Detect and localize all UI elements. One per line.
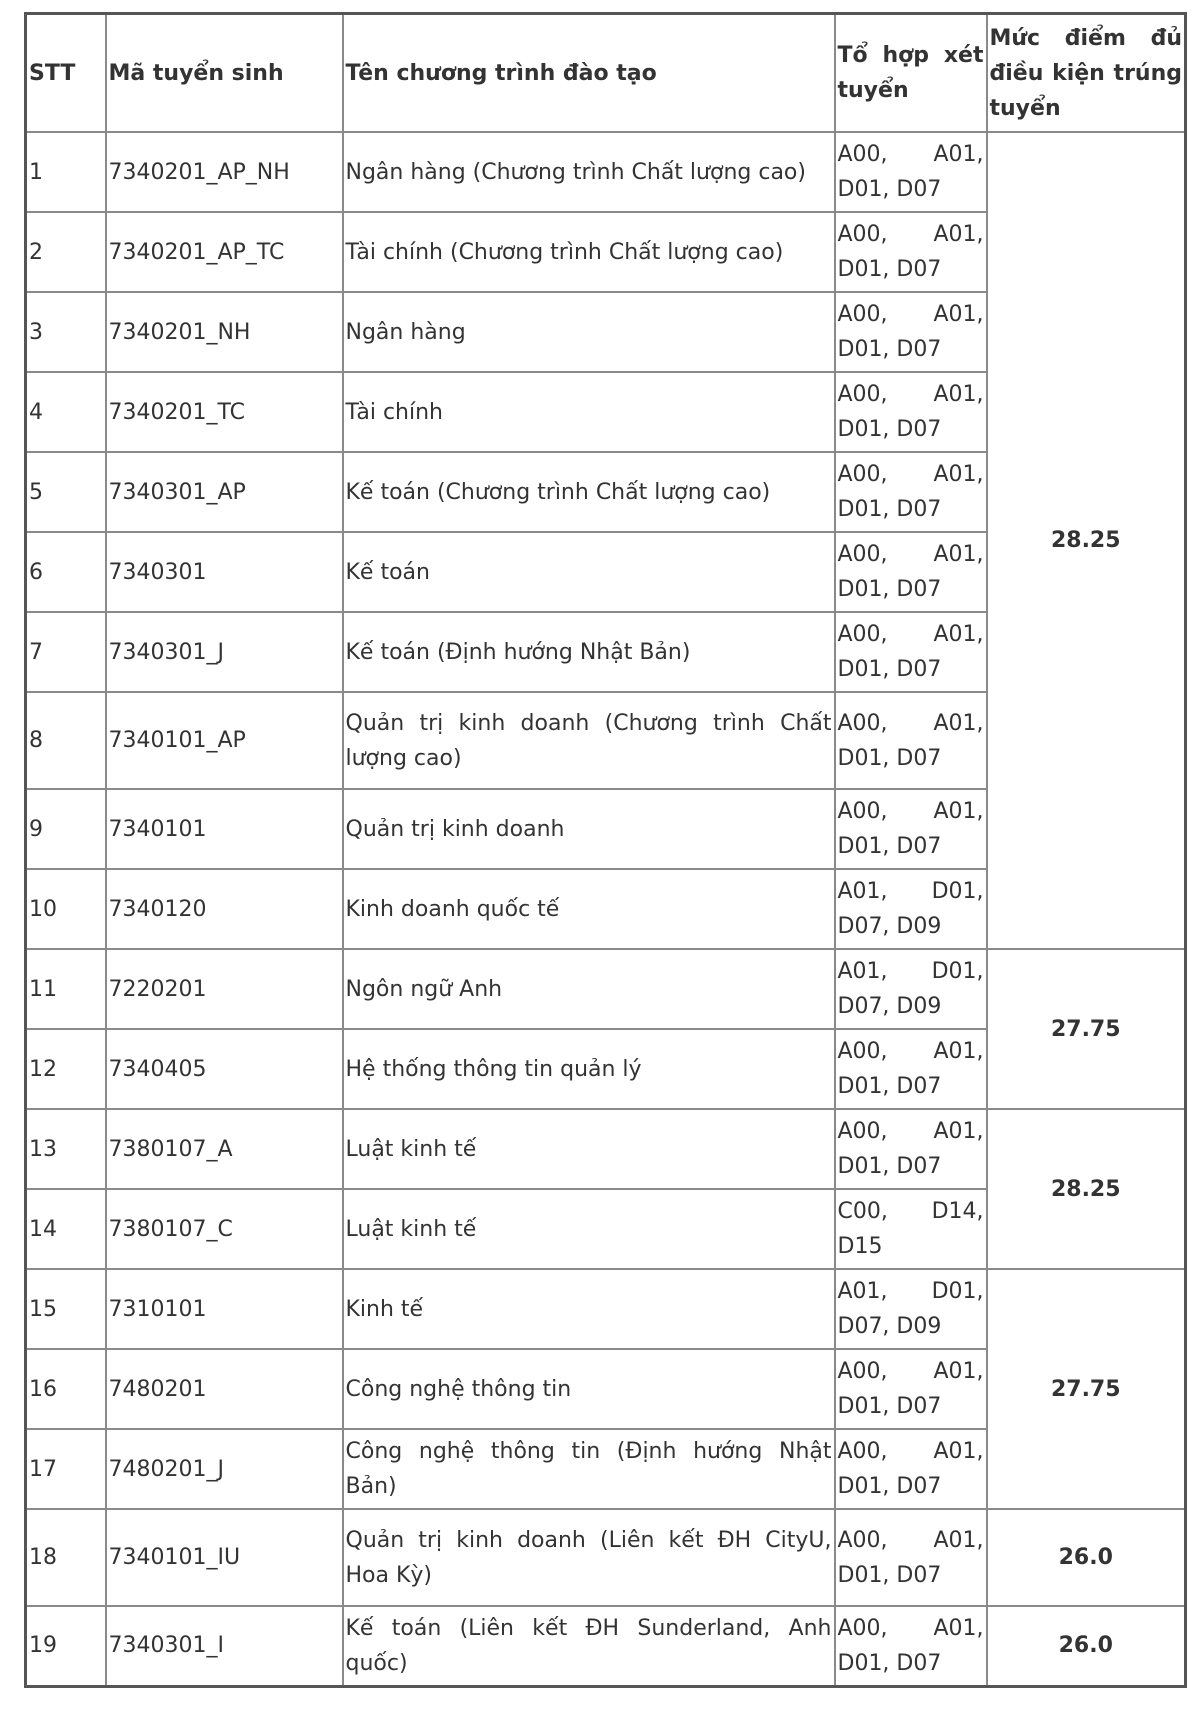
cell-qualifying-score: 27.75 [987, 949, 1186, 1109]
combination-line-2: D01, D07 [837, 497, 942, 522]
cell-subject-combination [835, 292, 987, 372]
combination-code: A01, [933, 1359, 984, 1384]
cell-subject-combination [835, 869, 987, 949]
cell-subject-combination [835, 212, 987, 292]
combination-line-1 [838, 706, 984, 741]
cell-stt: 12 [26, 1029, 106, 1109]
combination-code: A00, [837, 142, 888, 167]
cell-stt: 17 [26, 1429, 106, 1509]
table-row [26, 1606, 1186, 1686]
combination-code: A00, [837, 1527, 888, 1553]
combination-code: A00, [837, 302, 888, 327]
combination-line-1 [838, 1274, 984, 1309]
combination-code: A00, [837, 1439, 888, 1464]
cell-stt: 18 [26, 1509, 106, 1606]
table-row [26, 1269, 1186, 1349]
cell-program-name: Ngân hàng [343, 292, 835, 372]
combination-code: A00, [837, 1359, 888, 1384]
header-program-name: Tên chương trình đào tạo [343, 14, 835, 133]
cell-qualifying-score: 26.0 [987, 1509, 1186, 1606]
combination-line-1 [838, 297, 984, 332]
cell-subject-combination [835, 1189, 987, 1269]
cell-admission-code: 7480201_J [106, 1429, 343, 1509]
cell-subject-combination [835, 532, 987, 612]
cell-qualifying-score: 26.0 [987, 1606, 1186, 1686]
cell-subject-combination [835, 1429, 987, 1509]
cell-subject-combination [835, 949, 987, 1029]
combination-line-1 [838, 1611, 984, 1646]
combination-code: A01, [933, 710, 984, 736]
combination-code: A00, [837, 799, 888, 824]
cell-program-name: Tài chính [343, 372, 835, 452]
combination-line-1 [838, 1194, 984, 1229]
cell-program-name: Kinh doanh quốc tế [343, 869, 835, 949]
cell-stt: 6 [26, 532, 106, 612]
combination-code: A01, [933, 622, 984, 647]
combination-code: A01, [933, 382, 984, 407]
cell-admission-code: 7340120 [106, 869, 343, 949]
combination-line-2: D01, D07 [837, 1650, 942, 1676]
combination-code: A00, [837, 710, 888, 736]
combination-code: A00, [837, 542, 888, 567]
cell-admission-code: 7340301_I [106, 1606, 343, 1686]
cell-program-name: Quản trị kinh doanh [343, 789, 835, 869]
cell-admission-code: 7380107_C [106, 1189, 343, 1269]
combination-code: A00, [837, 1615, 888, 1641]
cell-stt: 4 [26, 372, 106, 452]
cell-admission-code: 7340301_J [106, 612, 343, 692]
cell-admission-code: 7480201 [106, 1349, 343, 1429]
header-qualifying-score: Mức điểm đủ điều kiện trúng tuyển [987, 14, 1186, 133]
cell-admission-code: 7340201_AP_TC [106, 212, 343, 292]
combination-line-1 [838, 794, 984, 829]
combination-line-2: D01, D07 [837, 337, 942, 362]
combination-code: A01, [933, 799, 984, 824]
cell-stt: 16 [26, 1349, 106, 1429]
combination-code: A01, [933, 302, 984, 327]
combination-line-2: D07, D09 [837, 914, 942, 939]
combination-line-2: D07, D09 [837, 1314, 942, 1339]
cell-stt: 3 [26, 292, 106, 372]
combination-line-2: D01, D07 [837, 1474, 942, 1499]
header-stt: STT [26, 14, 106, 133]
combination-line-1 [838, 1523, 984, 1558]
combination-line-1 [838, 137, 984, 172]
cell-program-name: Kế toán (Chương trình Chất lượng cao) [343, 452, 835, 532]
combination-code: A00, [837, 462, 888, 487]
combination-line-2: D01, D07 [837, 657, 942, 682]
combination-line-1 [838, 377, 984, 412]
cell-subject-combination [835, 1109, 987, 1189]
cell-qualifying-score: 28.25 [987, 132, 1186, 949]
cell-subject-combination [835, 132, 987, 212]
cell-admission-code: 7340301 [106, 532, 343, 612]
cell-program-name: Tài chính (Chương trình Chất lượng cao) [343, 212, 835, 292]
combination-code: D01, [931, 1279, 984, 1304]
combination-line-2: D01, D07 [837, 1154, 942, 1179]
cell-admission-code: 7340301_AP [106, 452, 343, 532]
table-row [26, 1509, 1186, 1606]
combination-line-1 [838, 874, 984, 909]
combination-line-2: D01, D07 [837, 834, 942, 859]
cell-program-name: Kinh tế [343, 1269, 835, 1349]
cell-subject-combination [835, 1349, 987, 1429]
admission-score-table [24, 12, 1187, 1688]
combination-line-2: D15 [837, 1234, 883, 1259]
combination-line-2: D01, D07 [837, 577, 942, 602]
cell-program-name: Kế toán (Liên kết ĐH Sunderland, Anh quốc) [343, 1606, 835, 1686]
cell-program-name: Công nghệ thông tin (Định hướng Nhật Bản) [343, 1429, 835, 1509]
header-subject-combination: Tổ hợp xét tuyển [835, 14, 987, 133]
cell-subject-combination [835, 1606, 987, 1686]
cell-program-name: Hệ thống thông tin quản lý [343, 1029, 835, 1109]
table-row [26, 949, 1186, 1029]
combination-code: A01, [837, 959, 888, 984]
combination-code: A01, [837, 1279, 888, 1304]
cell-subject-combination [835, 692, 987, 789]
combination-code: A00, [837, 222, 888, 247]
combination-line-1 [838, 1434, 984, 1469]
cell-admission-code: 7220201 [106, 949, 343, 1029]
cell-admission-code: 7340101 [106, 789, 343, 869]
cell-admission-code: 7340201_NH [106, 292, 343, 372]
cell-admission-code: 7340405 [106, 1029, 343, 1109]
combination-line-2: D01, D07 [837, 745, 942, 771]
combination-line-2: D01, D07 [837, 1394, 942, 1419]
cell-admission-code: 7340101_AP [106, 692, 343, 789]
combination-line-2: D01, D07 [837, 257, 942, 282]
cell-subject-combination [835, 612, 987, 692]
combination-code: A01, [933, 222, 984, 247]
combination-line-1 [838, 1114, 984, 1149]
combination-code: A01, [933, 542, 984, 567]
cell-admission-code: 7340201_TC [106, 372, 343, 452]
cell-subject-combination [835, 1509, 987, 1606]
cell-stt: 7 [26, 612, 106, 692]
cell-program-name: Quản trị kinh doanh (Liên kết ĐH CityU, Hoa Kỳ) [343, 1509, 835, 1606]
combination-line-2: D01, D07 [837, 417, 942, 442]
cell-stt: 1 [26, 132, 106, 212]
combination-line-1 [838, 617, 984, 652]
cell-program-name: Công nghệ thông tin [343, 1349, 835, 1429]
combination-line-1 [838, 1034, 984, 1069]
combination-code: A01, [837, 879, 888, 904]
cell-subject-combination [835, 789, 987, 869]
combination-code: C00, [837, 1199, 888, 1224]
combination-line-2: D01, D07 [837, 1562, 942, 1588]
cell-program-name: Kế toán [343, 532, 835, 612]
cell-stt: 13 [26, 1109, 106, 1189]
cell-subject-combination [835, 372, 987, 452]
cell-program-name: Luật kinh tế [343, 1109, 835, 1189]
cell-subject-combination [835, 1269, 987, 1349]
cell-qualifying-score: 27.75 [987, 1269, 1186, 1509]
combination-code: A01, [933, 1439, 984, 1464]
cell-stt: 19 [26, 1606, 106, 1686]
cell-program-name: Ngân hàng (Chương trình Chất lượng cao) [343, 132, 835, 212]
cell-subject-combination [835, 1029, 987, 1109]
cell-stt: 2 [26, 212, 106, 292]
combination-code: A01, [933, 142, 984, 167]
cell-stt: 9 [26, 789, 106, 869]
combination-line-1 [838, 954, 984, 989]
header-row [26, 14, 1186, 133]
combination-line-2: D01, D07 [837, 1074, 942, 1099]
combination-line-2: D07, D09 [837, 994, 942, 1019]
cell-qualifying-score: 28.25 [987, 1109, 1186, 1269]
cell-admission-code: 7310101 [106, 1269, 343, 1349]
combination-code: D01, [931, 879, 984, 904]
cell-stt: 5 [26, 452, 106, 532]
cell-stt: 8 [26, 692, 106, 789]
combination-code: A01, [933, 1615, 984, 1641]
cell-program-name: Luật kinh tế [343, 1189, 835, 1269]
combination-code: A00, [837, 382, 888, 407]
table-row [26, 132, 1186, 212]
table-row [26, 1109, 1186, 1189]
cell-stt: 11 [26, 949, 106, 1029]
combination-code: A01, [933, 1039, 984, 1064]
table-body [26, 132, 1186, 1686]
cell-admission-code: 7340201_AP_NH [106, 132, 343, 212]
cell-stt: 10 [26, 869, 106, 949]
cell-program-name: Ngôn ngữ Anh [343, 949, 835, 1029]
cell-subject-combination [835, 452, 987, 532]
combination-code: D14, [931, 1199, 984, 1224]
header-admission-code: Mã tuyển sinh [106, 14, 343, 133]
cell-stt: 14 [26, 1189, 106, 1269]
combination-code: D01, [931, 959, 984, 984]
combination-code: A00, [837, 622, 888, 647]
cell-program-name: Kế toán (Định hướng Nhật Bản) [343, 612, 835, 692]
combination-line-1 [838, 217, 984, 252]
combination-code: A01, [933, 462, 984, 487]
combination-code: A01, [933, 1119, 984, 1144]
combination-code: A00, [837, 1039, 888, 1064]
combination-code: A00, [837, 1119, 888, 1144]
admission-table-container [24, 12, 1184, 1688]
combination-line-1 [838, 537, 984, 572]
cell-admission-code: 7340101_IU [106, 1509, 343, 1606]
combination-line-2: D01, D07 [837, 177, 942, 202]
combination-code: A01, [933, 1527, 984, 1553]
combination-line-1 [838, 1354, 984, 1389]
cell-admission-code: 7380107_A [106, 1109, 343, 1189]
combination-line-1 [838, 457, 984, 492]
cell-program-name: Quản trị kinh doanh (Chương trình Chất lượng cao) [343, 692, 835, 789]
cell-stt: 15 [26, 1269, 106, 1349]
